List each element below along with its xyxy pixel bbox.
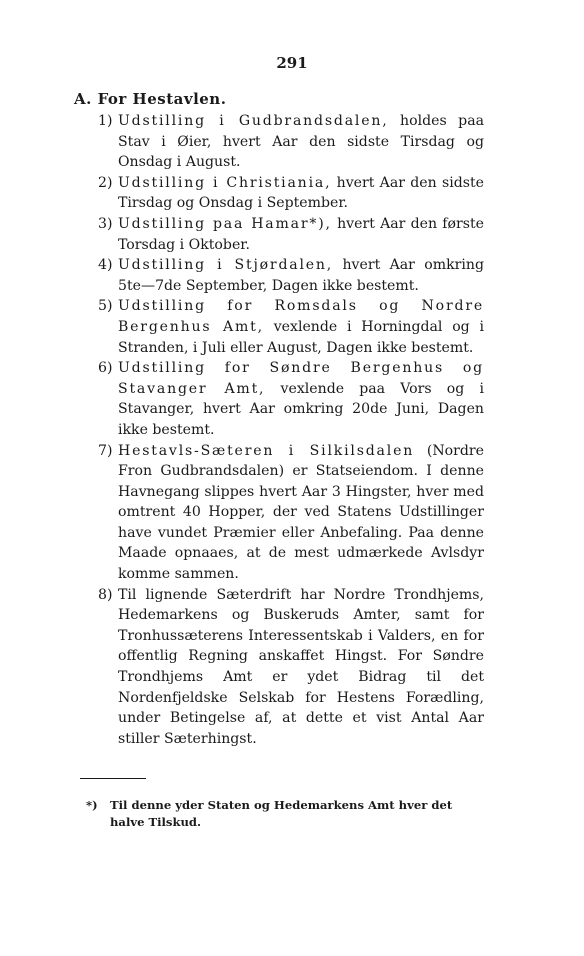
list-item [98, 111, 484, 173]
item-heading: Udstilling paa Hamar*), [118, 215, 332, 232]
item-text: (Nordre Fron Gudbrandsdalen) er Statseiendom. I denne Havnegang slippes hvert Aar 3 Hingster, hver med omtrent 40 Hopper, der ved Statens Udstillinger have vundet Præmier eller Anbefaling. Paa denne Maade opnaaes, at de mest udmærkede Avlsdyr komme sammen. [118, 442, 485, 583]
list-item [98, 255, 484, 296]
list-item [98, 173, 484, 214]
section-heading: A. For Hestavlen. [74, 90, 227, 108]
item-text: hvert Aar omkring 5te—7de September, Dagen ikke bestemt. [118, 257, 484, 294]
item-number: 7) [98, 442, 113, 459]
item-number: 1) [98, 113, 113, 129]
exhibition-list [98, 111, 484, 749]
item-number: 8) [98, 586, 113, 603]
footnote-text: Til denne yder Staten og Hedemarkens Amt hver det halve Tilskud. [110, 798, 453, 829]
item-number: 2) [98, 174, 113, 191]
item-number: 4) [98, 257, 113, 274]
list-item [98, 441, 484, 585]
list-item [98, 296, 484, 358]
list-item [98, 358, 484, 440]
item-text: hvert Aar den første Torsdag i Oktober. [118, 215, 484, 253]
footnote-marker: *) [86, 798, 98, 812]
item-number: 3) [98, 215, 113, 232]
page-number: 291 [276, 54, 308, 72]
item-number: 5) [98, 298, 113, 315]
item-heading: Udstilling for Romsdals og Nordre Bergenhus Amt, [118, 298, 484, 335]
item-text: Til lignende Sæterdrift har Nordre Trondhjems, Hedemarkens og Buskeruds Amter, samt for Tronhussæterens Interessentskab i Valders, en for offentlig Regning anskaffet Hingst. For Søndre Trondhjems Amt er ydet Bidrag til det Nordenfjeldske Selskab for Hestens Forædling, under Betingelse af, at dette et vist Antal Aar stiller Sæterhingst. [118, 586, 484, 747]
item-heading: Udstilling i Gudbrandsdalen, [118, 113, 389, 129]
item-heading: Hestavls-Sæteren i Silkilsdalen [118, 442, 415, 459]
footnote-divider [80, 778, 146, 779]
item-text: vexlende i Horningdal og i Stranden, i Juli eller August, Dagen ikke bestemt. [118, 318, 484, 356]
item-text: vexlende paa Vors og i Stavanger, hvert Aar omkring 20de Juni, Dagen ikke bestemt. [118, 380, 484, 438]
item-heading: Udstilling i Stjørdalen, [118, 257, 334, 274]
list-item [98, 585, 484, 750]
list-item [98, 214, 484, 255]
item-text: hvert Aar den sidste Tirsdag og Onsdag i September. [118, 174, 484, 212]
item-heading: Udstilling i Christiania, [118, 174, 332, 191]
item-text: holdes paa Stav i Øier, hvert Aar den sidste Tirsdag og Onsdag i August. [118, 113, 484, 171]
item-heading: Udstilling for Søndre Bergenhus og Stavanger Amt, [118, 360, 484, 397]
item-number: 6) [98, 360, 113, 377]
footnote [86, 797, 484, 831]
